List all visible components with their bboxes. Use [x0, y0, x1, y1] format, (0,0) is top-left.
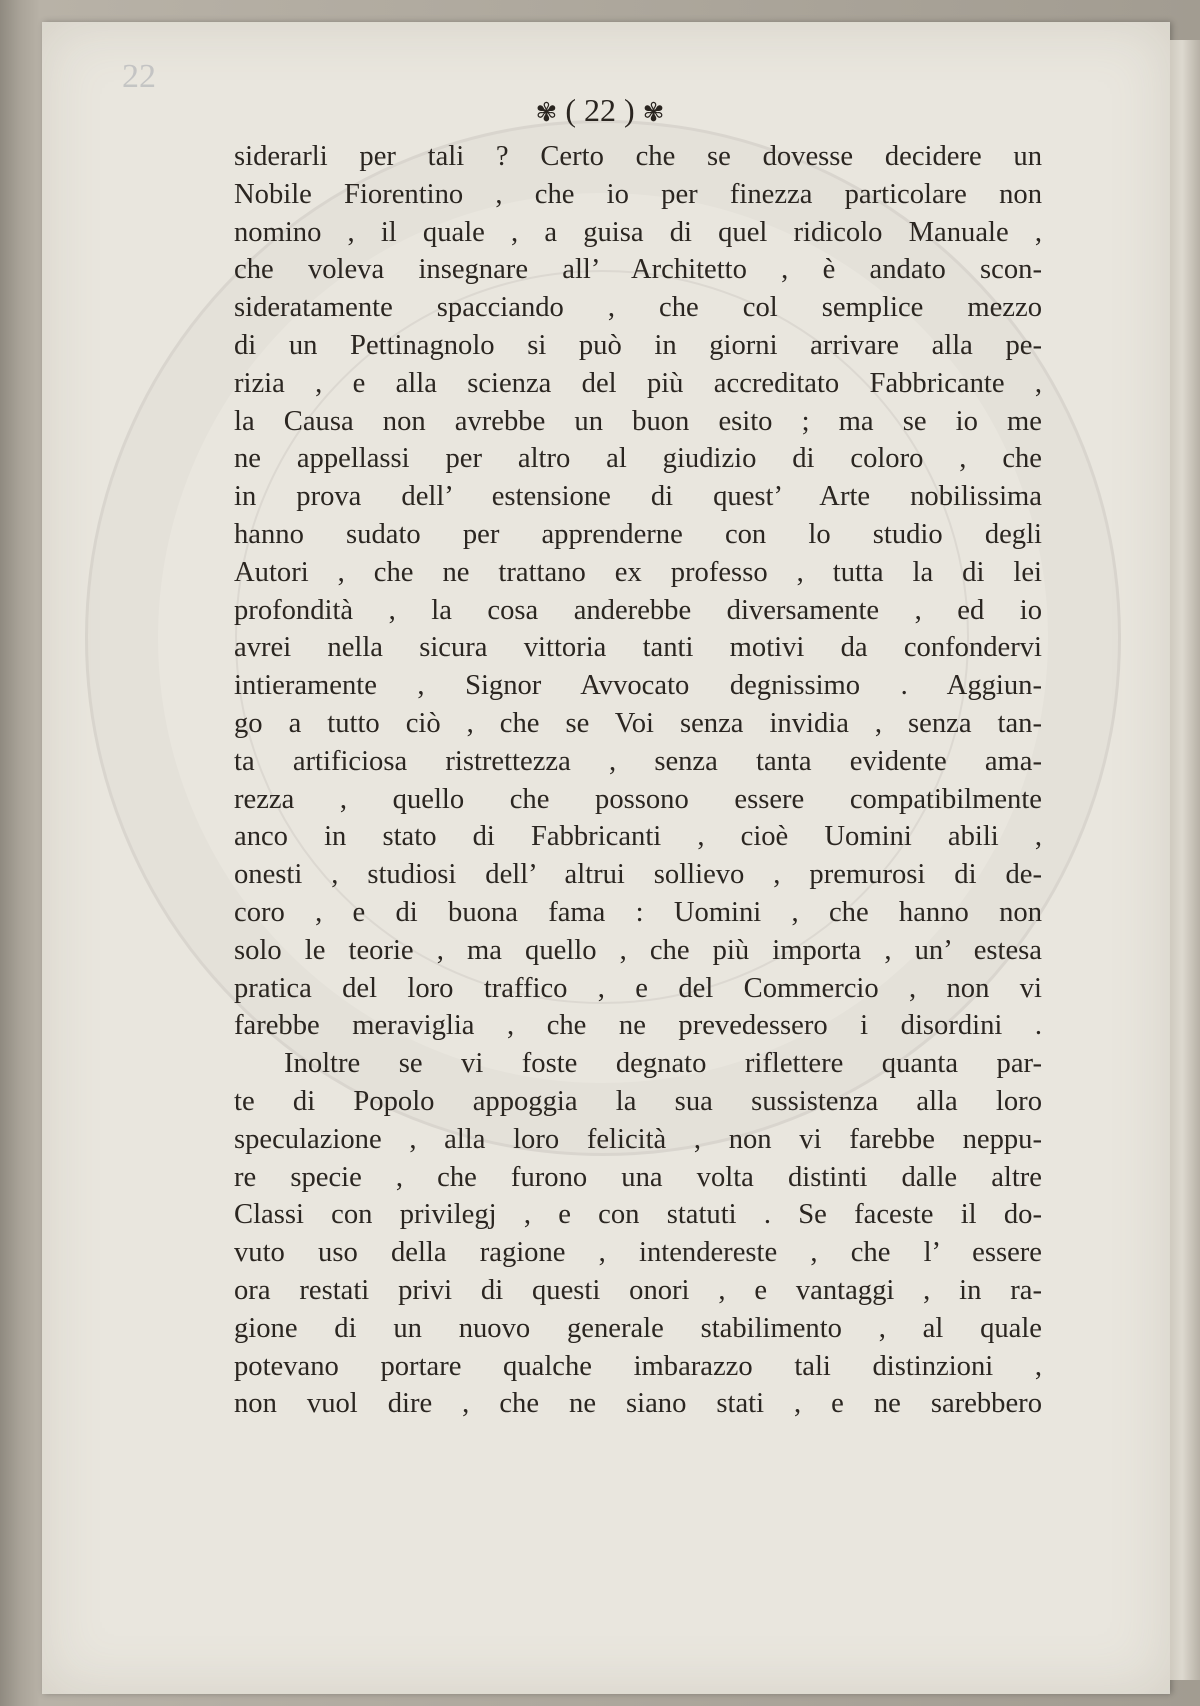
text-line: ne appellassi per altro al giudizio di coloro , che — [234, 443, 1042, 475]
facing-page-edge — [1170, 40, 1200, 1680]
text-line: la Causa non avrebbe un buon esito ; ma se io me — [234, 405, 1042, 437]
text-line: te di Popolo appoggia la sua sussistenza alla loro — [234, 1085, 1042, 1117]
text-line: Classi con privilegj , e con statuti . Se faceste il do- — [234, 1199, 1042, 1231]
text-line: che voleva insegnare all’ Architetto , è andato scon- — [234, 254, 1042, 286]
text-line: non vuol dire , che ne siano stati , e ne sarebbero — [234, 1388, 1042, 1420]
text-line: coro , e di buona fama : Uomini , che hanno non — [234, 896, 1042, 928]
text-line: rezza , quello che possono essere compatibilmente — [234, 783, 1042, 815]
text-line: di un Pettinagnolo si può in giorni arrivare alla pe- — [234, 329, 1042, 361]
text-line: profondità , la cosa anderebbe diversamente , ed io — [234, 594, 1042, 626]
text-line: go a tutto ciò , che se Voi senza invidia , senza tan- — [234, 707, 1042, 739]
show-through-page-number: 22 — [122, 58, 156, 95]
text-line: siderarli per tali ? Certo che se dovesse decidere un — [234, 141, 1042, 172]
text-line: in prova dell’ estensione di quest’ Arte nobilissima — [234, 481, 1042, 513]
text-line: intieramente , Signor Avvocato degnissimo . Aggiun- — [234, 670, 1042, 702]
text-line: hanno sudato per apprenderne con lo studio degli — [234, 518, 1042, 550]
text-line: re specie , che furono una volta distinti dalle altre — [234, 1161, 1042, 1193]
text-line: ora restati privi di questi onori , e vantaggi , in ra- — [234, 1274, 1042, 1306]
text-line: Autori , che ne trattano ex professo , tutta la di lei — [234, 556, 1042, 588]
text-line: sideratamente spacciando , che col semplice mezzo — [234, 292, 1042, 324]
right-ornament-icon: ✾ — [642, 98, 665, 127]
text-line: potevano portare qualche imbarazzo tali distinzioni , — [234, 1350, 1042, 1382]
text-line: Nobile Fiorentino , che io per finezza particolare non — [234, 178, 1042, 210]
text-line: avrei nella sicura vittoria tanti motivi da confondervi — [234, 632, 1042, 664]
paragraph-start-line: Inoltre se vi foste degnato riflettere quanta par- — [284, 1048, 1042, 1080]
text-line: nomino , il quale , a guisa di quel ridicolo Manuale , — [234, 216, 1042, 248]
page-number: ( 22 ) — [565, 92, 635, 128]
text-line: anco in stato di Fabbricanti , cioè Uomini abili , — [234, 821, 1042, 853]
text-line: farebbe meraviglia , che ne prevedessero i disordini . — [234, 1010, 1042, 1042]
text-line: speculazione , alla loro felicità , non vi farebbe neppu- — [234, 1123, 1042, 1155]
text-line: solo le teorie , ma quello , che più importa , un’ estesa — [234, 934, 1042, 966]
text-line: gione di un nuovo generale stabilimento , al quale — [234, 1312, 1042, 1344]
text-line: ta artificiosa ristrettezza , senza tanta evidente ama- — [234, 745, 1042, 777]
body-text — [234, 138, 1042, 1423]
text-line: vuto uso della ragione , intendereste , che l’ essere — [234, 1237, 1042, 1269]
text-line: rizia , e alla scienza del più accreditato Fabbricante , — [234, 367, 1042, 399]
left-ornament-icon: ✾ — [535, 98, 558, 127]
text-line: onesti , studiosi dell’ altrui sollievo , premurosi di de- — [234, 859, 1042, 891]
text-line: pratica del loro traffico , e del Commercio , non vi — [234, 972, 1042, 1004]
page-header — [0, 92, 1200, 129]
